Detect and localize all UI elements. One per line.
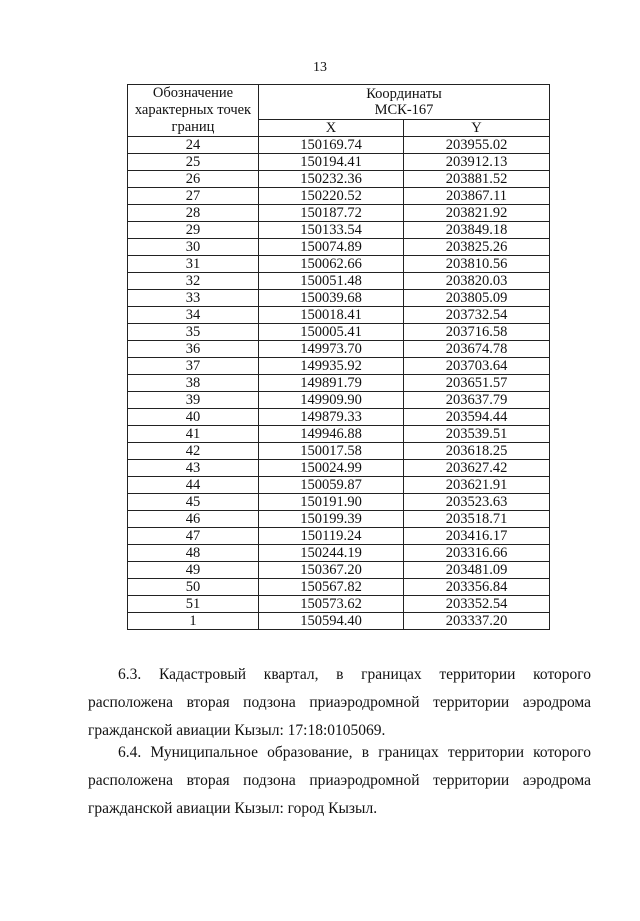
cell-x: 150244.19: [259, 545, 404, 562]
cell-y: 203716.58: [404, 324, 550, 341]
cell-point: 48: [128, 545, 259, 562]
table-row: [128, 290, 550, 307]
cell-y: 203594.44: [404, 409, 550, 426]
cell-y: 203627.42: [404, 460, 550, 477]
cell-x: 149891.79: [259, 375, 404, 392]
cell-y: 203820.03: [404, 273, 550, 290]
table-row: [128, 443, 550, 460]
paragraph-6-3: [88, 661, 591, 745]
table-row: [128, 562, 550, 579]
cell-point: 32: [128, 273, 259, 290]
cell-x: 149935.92: [259, 358, 404, 375]
cell-y: 203732.54: [404, 307, 550, 324]
cell-point: 28: [128, 205, 259, 222]
cell-x: 150573.62: [259, 596, 404, 613]
cell-point: 29: [128, 222, 259, 239]
paragraph-6-4: [88, 739, 591, 823]
cell-point: 41: [128, 426, 259, 443]
cell-point: 1: [128, 613, 259, 630]
cell-x: 150017.58: [259, 443, 404, 460]
cell-x: 150018.41: [259, 307, 404, 324]
header-y: Y: [404, 119, 550, 136]
cell-y: 203849.18: [404, 222, 550, 239]
table-row: [128, 426, 550, 443]
cell-y: 203703.64: [404, 358, 550, 375]
table-row: [128, 528, 550, 545]
cell-point: 26: [128, 171, 259, 188]
cell-y: 203352.54: [404, 596, 550, 613]
cell-point: 27: [128, 188, 259, 205]
cell-x: 150051.48: [259, 273, 404, 290]
table-row: [128, 256, 550, 273]
cell-y: 203881.52: [404, 171, 550, 188]
cell-point: 49: [128, 562, 259, 579]
page-number: 13: [313, 60, 327, 75]
cell-x: 150059.87: [259, 477, 404, 494]
cell-y: 203912.13: [404, 154, 550, 171]
cell-y: 203539.51: [404, 426, 550, 443]
header-coordinates-title: Координаты: [366, 85, 442, 102]
cell-x: 150119.24: [259, 528, 404, 545]
header-coordinates-system: МСК-167: [374, 101, 434, 118]
cell-x: 150039.68: [259, 290, 404, 307]
cell-x: 150367.20: [259, 562, 404, 579]
cell-point: 51: [128, 596, 259, 613]
cell-point: 47: [128, 528, 259, 545]
table-row: [128, 239, 550, 256]
table-row: [128, 358, 550, 375]
cell-point: 40: [128, 409, 259, 426]
coordinates-table: [127, 84, 550, 630]
cell-point: 45: [128, 494, 259, 511]
cell-x: 150191.90: [259, 494, 404, 511]
table-row: [128, 494, 550, 511]
table-row: [128, 307, 550, 324]
cell-x: 150187.72: [259, 205, 404, 222]
cell-x: 150133.54: [259, 222, 404, 239]
cell-x: 149946.88: [259, 426, 404, 443]
cell-x: 150169.74: [259, 137, 404, 154]
cell-x: 150194.41: [259, 154, 404, 171]
cell-point: 31: [128, 256, 259, 273]
cell-y: 203621.91: [404, 477, 550, 494]
cell-point: 46: [128, 511, 259, 528]
table-row: [128, 545, 550, 562]
cell-x: 150024.99: [259, 460, 404, 477]
cell-x: 150232.36: [259, 171, 404, 188]
table-row: [128, 409, 550, 426]
cell-y: 203523.63: [404, 494, 550, 511]
cell-y: 203674.78: [404, 341, 550, 358]
cell-x: 150567.82: [259, 579, 404, 596]
cell-x: 150594.40: [259, 613, 404, 630]
cell-point: 44: [128, 477, 259, 494]
header-coordinates: [259, 85, 550, 120]
cell-point: 37: [128, 358, 259, 375]
cell-y: 203867.11: [404, 188, 550, 205]
cell-point: 25: [128, 154, 259, 171]
table-row: [128, 596, 550, 613]
paragraph-6-4-text: 6.4. Муниципальное образование, в границах территории которого расположена вторая подзона приаэродромной территории аэродрома гражданской авиации Кызыл: город Кызыл.: [88, 744, 591, 817]
cell-y: 203825.26: [404, 239, 550, 256]
header-points: Обозначение характерных точек границ: [128, 85, 259, 137]
cell-x: 149879.33: [259, 409, 404, 426]
cell-y: 203637.79: [404, 392, 550, 409]
table-row: [128, 137, 550, 154]
cell-x: 150199.39: [259, 511, 404, 528]
cell-y: 203955.02: [404, 137, 550, 154]
cell-x: 150005.41: [259, 324, 404, 341]
cell-point: 42: [128, 443, 259, 460]
table-row: [128, 205, 550, 222]
table-row: [128, 579, 550, 596]
table-row: [128, 222, 550, 239]
table-row: [128, 341, 550, 358]
cell-x: 150220.52: [259, 188, 404, 205]
cell-y: 203810.56: [404, 256, 550, 273]
paragraph-6-3-text: 6.3. Кадастровый квартал, в границах территории которого расположена вторая подзона приаэродромной территории аэродрома гражданской авиации Кызыл: 17:18:0105069.: [88, 666, 591, 739]
cell-point: 36: [128, 341, 259, 358]
header-x: X: [259, 119, 404, 136]
cell-x: 149973.70: [259, 341, 404, 358]
cell-point: 34: [128, 307, 259, 324]
cell-x: 150074.89: [259, 239, 404, 256]
cell-point: 39: [128, 392, 259, 409]
table-row: [128, 460, 550, 477]
cell-point: 30: [128, 239, 259, 256]
table-row: [128, 392, 550, 409]
cell-y: 203651.57: [404, 375, 550, 392]
table-row: [128, 188, 550, 205]
cell-point: 38: [128, 375, 259, 392]
table-row: [128, 511, 550, 528]
table-body: [128, 137, 550, 630]
cell-y: 203821.92: [404, 205, 550, 222]
table-row: [128, 273, 550, 290]
table-row: [128, 324, 550, 341]
cell-point: 24: [128, 137, 259, 154]
cell-y: 203481.09: [404, 562, 550, 579]
cell-y: 203416.17: [404, 528, 550, 545]
cell-x: 149909.90: [259, 392, 404, 409]
cell-point: 43: [128, 460, 259, 477]
cell-y: 203356.84: [404, 579, 550, 596]
cell-y: 203805.09: [404, 290, 550, 307]
cell-y: 203316.66: [404, 545, 550, 562]
cell-x: 150062.66: [259, 256, 404, 273]
cell-y: 203518.71: [404, 511, 550, 528]
cell-point: 33: [128, 290, 259, 307]
cell-point: 50: [128, 579, 259, 596]
table-row: [128, 375, 550, 392]
cell-point: 35: [128, 324, 259, 341]
table-row: [128, 171, 550, 188]
table-row: [128, 154, 550, 171]
cell-y: 203337.20: [404, 613, 550, 630]
cell-y: 203618.25: [404, 443, 550, 460]
table-row: [128, 477, 550, 494]
table-row: [128, 613, 550, 630]
